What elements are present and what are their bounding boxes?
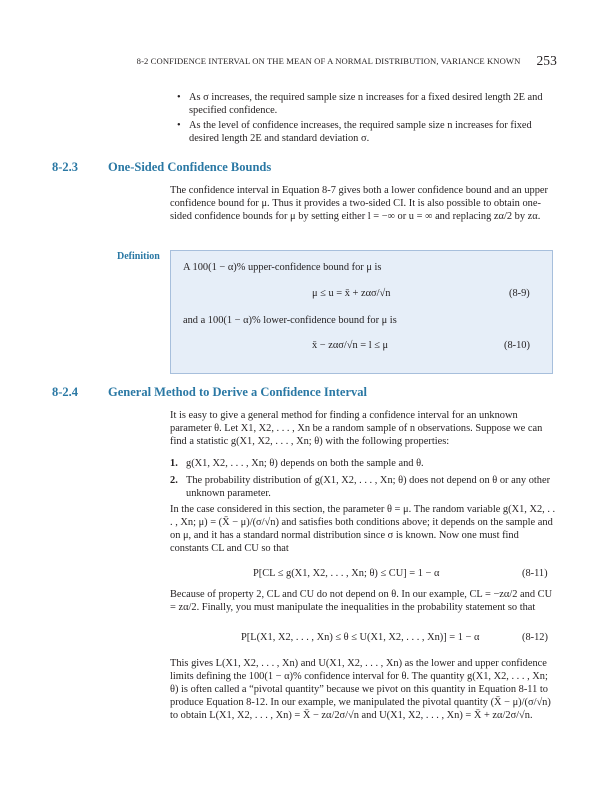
section-heading-one-sided (52, 160, 271, 175)
equation-lower-bound: x̄ − zασ/√n = l ≤ μ (312, 340, 389, 351)
property-number: 2. (170, 475, 178, 486)
equation-upper-bound: μ ≤ u = x̄ + zασ/√n (312, 288, 391, 299)
bullet-text: As the level of confidence increases, the required sample size n increases for fixed desired length 2E and standard deviation σ. (189, 120, 532, 144)
property-text: The probability distribution of g(X1, X2, . . . , Xn; θ) does not depend on θ or any other unknown parameter. (186, 475, 551, 499)
paragraph-confidence-limits: This gives L(X1, X2, . . . , Xn) and U(X1, X2, . . . , Xn) as the lower and upper confidence limits defining the 100(1 − α)% confidence interval for θ. The quantity g(X1, X2, . . . , Xn; θ) is often called a “pivotal quantity” because we pivot on this quantity in Equation 8-11 to produce Equation 8-12. In our example, we manipulated the pivotal quantity (X̄ − μ)/(σ/√n) to obtain L(X1, X2, . . . , Xn) = X̄ − zα/2σ/√n and U(X1, X2, . . . , Xn) = X̄ + zα/2σ/√n. (170, 658, 551, 721)
bullet-dot: • (177, 92, 181, 103)
definition-label: Definition (117, 251, 160, 262)
running-title: 8-2 CONFIDENCE INTERVAL ON THE MEAN OF A NORMAL DISTRIBUTION, VARIANCE KNOWN (136, 56, 521, 66)
equation-number-8-12: (8-12) (522, 632, 548, 643)
bullet-dot: • (177, 120, 181, 131)
section-title: General Method to Derive a Confidence Interval (108, 385, 367, 399)
bullet-item-1 (177, 91, 557, 117)
equation-number-8-10: (8-10) (504, 340, 530, 351)
property-number: 1. (170, 458, 178, 469)
section-number: 8-2.3 (52, 160, 79, 174)
definition-intro-upper: A 100(1 − α)% upper-confidence bound for μ is (183, 262, 382, 273)
paragraph-general-method-intro: It is easy to give a general method for finding a confidence interval for an unknown parameter θ. Let X1, X2, . . . , Xn be a random sample of n observations. Suppose we can find a statistic g(X1, X2, . . . , Xn; θ) with the following properties: (170, 410, 543, 447)
equation-number-8-11: (8-11) (522, 568, 548, 579)
definition-intro-lower: and a 100(1 − α)% lower-confidence bound for μ is (183, 315, 397, 326)
property-item-2 (170, 474, 556, 500)
equation-number-8-9: (8-9) (509, 288, 530, 299)
equation-probability-limits: P[L(X1, X2, . . . , Xn) ≤ θ ≤ U(X1, X2, . . . , Xn)] = 1 − α (241, 632, 480, 643)
paragraph-one-sided: The confidence interval in Equation 8-7 gives both a lower confidence bound and an upper confidence bound for μ. Thus it provides a two-sided CI. It is also possible to obtain one-sided confidence bounds for μ by setting either l = −∞ or u = ∞ and replacing zα/2 by zα. (170, 185, 548, 222)
paragraph-property-2: Because of property 2, CL and CU do not depend on θ. In our example, CL = −zα/2 and CU = zα/2. Finally, you must manipulate the inequalities in the probability statement so that (170, 589, 553, 613)
bullet-text: As σ increases, the required sample size n increases for a fixed desired length 2E and specified confidence. (189, 92, 543, 116)
section-heading-general-method (52, 385, 367, 400)
section-number: 8-2.4 (52, 385, 79, 399)
paragraph-pivot-example: In the case considered in this section, the parameter θ = μ. The random variable g(X1, X2, . . . , Xn; μ) = (X̄ − μ)/(σ/√n) and satisfies both conditions above; it depends on the sample and on μ, and it has a standard normal distribution since σ is known. Now one must find constants CL and CU so that (170, 504, 556, 554)
property-text: g(X1, X2, . . . , Xn; θ) depends on both the sample and θ. (186, 458, 424, 469)
equation-probability-constants: P[CL ≤ g(X1, X2, . . . , Xn; θ) ≤ CU] = 1 − α (253, 568, 440, 579)
page-number: 253 (536, 53, 557, 68)
bullet-item-2 (177, 119, 557, 145)
section-title: One-Sided Confidence Bounds (108, 160, 272, 174)
running-header (135, 53, 557, 69)
property-item-1 (170, 457, 556, 470)
definition-box (170, 250, 553, 374)
